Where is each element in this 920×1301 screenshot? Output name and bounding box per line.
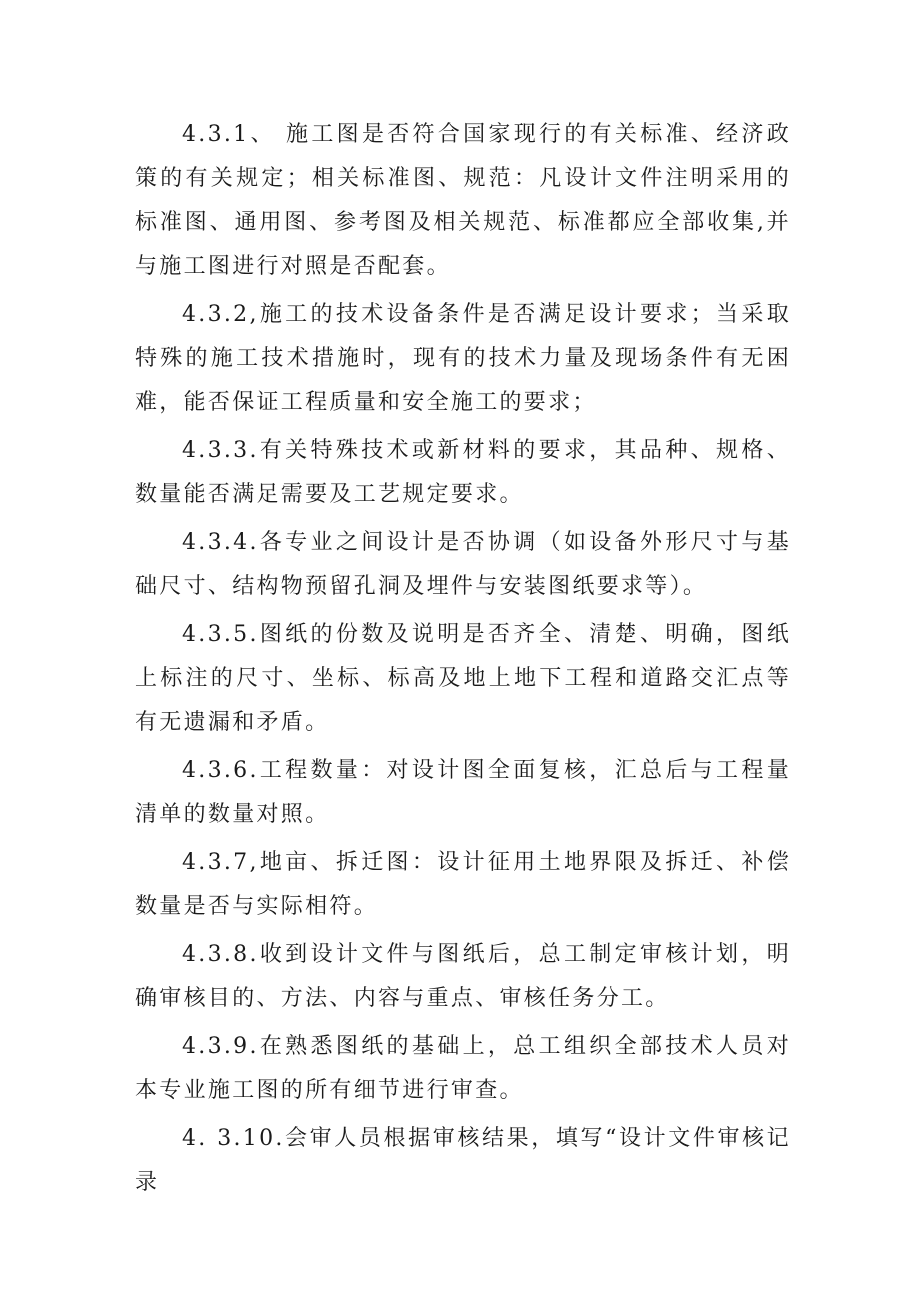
paragraph-4-3-7: 4.3.7,地亩、拆迁图：设计征用土地界限及拆迁、补偿数量是否与实际相符。 [135, 850, 791, 919]
paragraph-4-3-8: 4.3.8.收到设计文件与图纸后，总工制定审核计划，明确审核目的、方法、内容与重点、审核任务分工。 [135, 942, 791, 1011]
paragraph-4-3-9: 4.3.9.在熟悉图纸的基础上，总工组织全部技术人员对本专业施工图的所有细节进行审查。 [135, 1034, 791, 1103]
paragraph-4-3-5: 4.3.5.图纸的份数及说明是否齐全、清楚、明确，图纸上标注的尺寸、坐标、标高及地上地下工程和道路交汇点等有无遗漏和矛盾。 [135, 622, 791, 735]
paragraph-4-3-10: 4. 3.10.会审人员根据审核结果，填写“设计文件审核记录 [135, 1126, 791, 1195]
document-body [135, 113, 791, 1205]
paragraph-4-3-3: 4.3.3.有关特殊技术或新材料的要求，其品种、规格、数量能否满足需要及工艺规定要求。 [135, 438, 791, 507]
paragraph-4-3-1: 4.3.1、 施工图是否符合国家现行的有关标准、经济政策的有关规定；相关标准图、规范：凡设计文件注明采用的标准图、通用图、参考图及相关规范、标准都应全部收集,并与施工图进行对照是否配套。 [135, 122, 791, 279]
paragraph-4-3-6: 4.3.6.工程数量：对设计图全面复核，汇总后与工程量清单的数量对照。 [135, 758, 791, 827]
paragraph-4-3-2: 4.3.2,施工的技术设备条件是否满足设计要求；当采取特殊的施工技术措施时，现有的技术力量及现场条件有无困难，能否保证工程质量和安全施工的要求； [135, 302, 791, 415]
paragraph-4-3-4: 4.3.4.各专业之间设计是否协调（如设备外形尺寸与基础尺寸、结构物预留孔洞及埋件与安装图纸要求等）。 [135, 530, 791, 599]
